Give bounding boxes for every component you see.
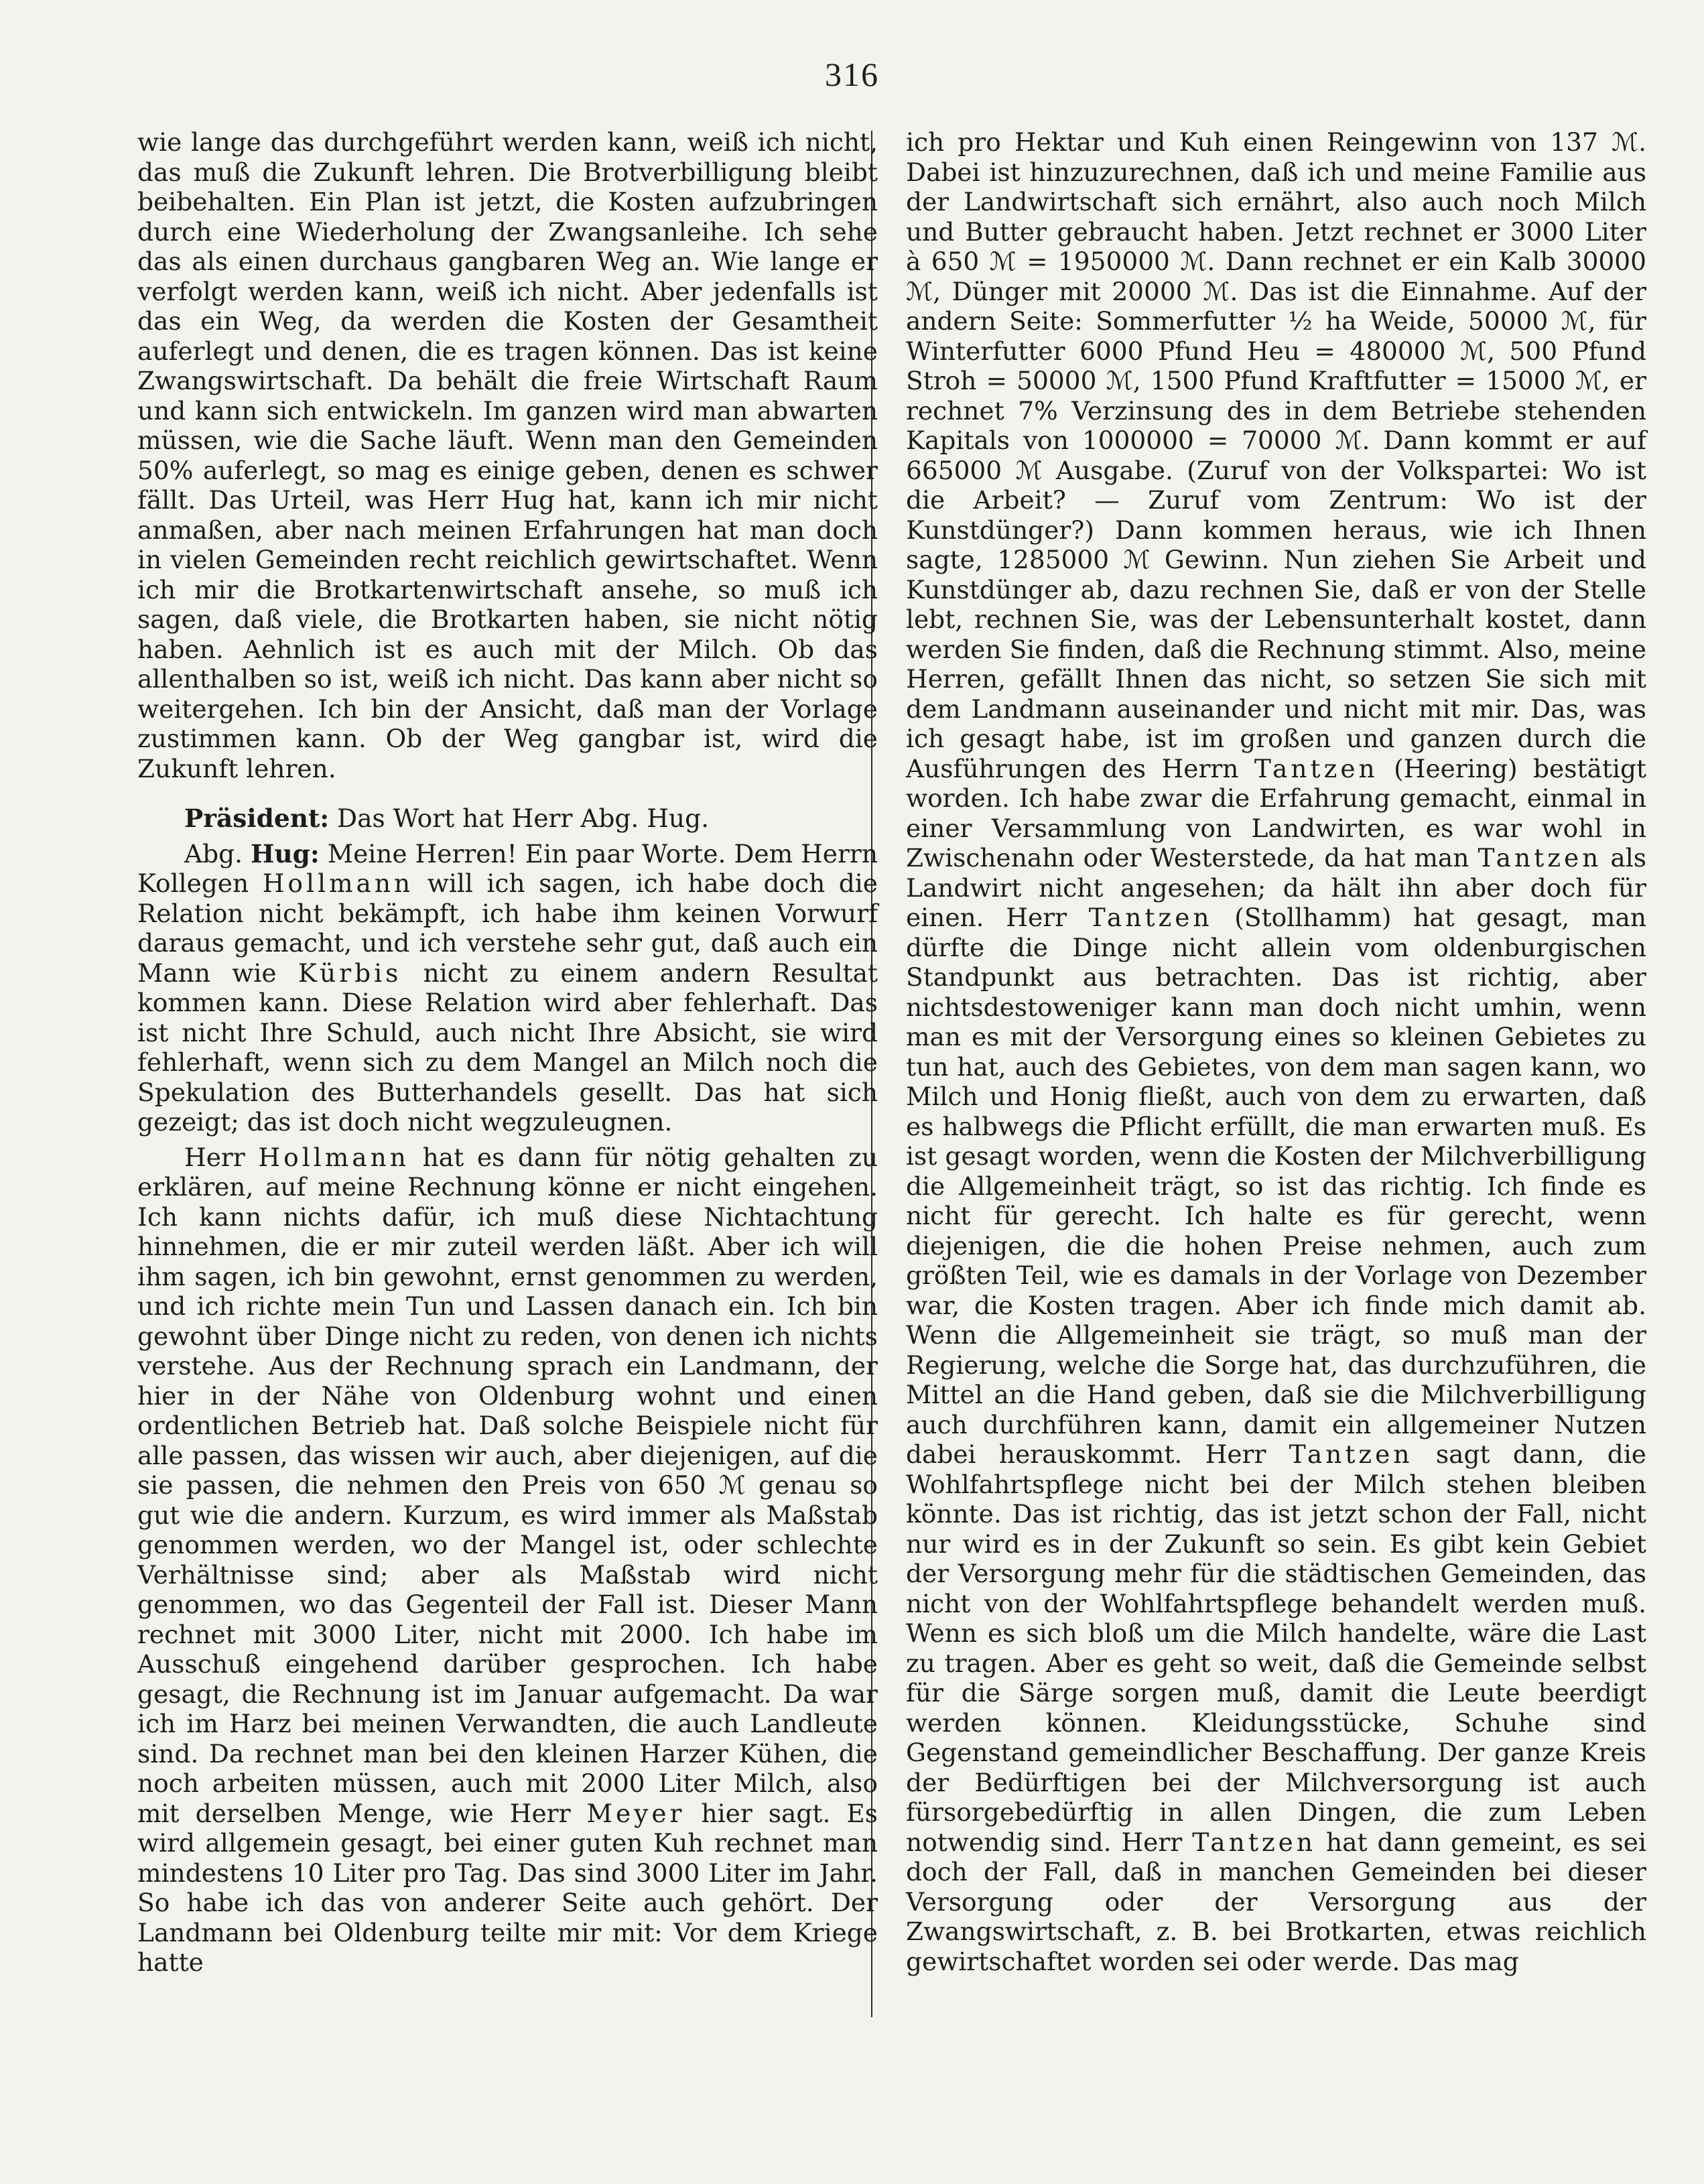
name-hollmann: Hollmann [262,869,414,898]
name-hollmann: Hollmann [258,1142,409,1172]
text-run: als Landwirt nicht angesehen; da hält ihn aber doch für einen. Herr [906,843,1646,932]
page-number: 316 [825,56,879,93]
text-run: nicht zu einem andern Resultat kommen kann. Diese Relation wird aber fehlerhaft. Das ist nicht Ihre Schuld, auch nicht Ihre Absicht, sie wird fehlerhaft, wenn sich zu dem Mangel an Milch noch die Spekulation des Butterhandels gesellt. Das hat sich gezeigt; das ist doch nicht wegzuleugnen. [137,958,878,1137]
text-run: (Stollhamm) hat gesagt, man dürfte die Dinge nicht allein vom oldenburgischen Standpunkt aus betrachten. Das ist richtig, aber nichtsdestoweniger kann man doch nicht umhin, wenn man es mit der Versorgung eines so kleinen Gebietes zu tun hat, auch des Gebietes, von dem man sagen kann, wo Milch und Honig fließt, auch von dem zu erwarten, daß es halbwegs die Pflicht erfüllt, die man erwarten muß. Es ist gesagt worden, wenn die Kosten der Milchverbilligung die Allgemeinheit trägt, so ist das richtig. Ich finde es nicht für gerecht. Ich halte es für gerecht, wenn diejenigen, die die hohen Preise nehmen, auch zum größten Teil, wie es damals in der Vorlage von Dezember war, die Kosten tragen. Aber ich finde mich damit ab. Wenn die Allgemeinheit sie trägt, so muß man der Regierung, welche die Sorge hat, das durchzuführen, die Mittel an die Hand geben, daß sie die Milchverbilligung auch durchführen kann, damit ein allgemeiner Nutzen dabei herauskommt. Herr [906,903,1646,1469]
name-tantzen: Tantzen [1289,1439,1413,1469]
text-run: will ich sagen, ich habe doch die Relation nicht bekämpft, ich habe ihm keinen Vorwurf daraus gemacht, und ich verstehe sehr gut, daß auch ein Mann wie [137,869,878,988]
text-run: hier sagt. Es wird allgemein gesagt, bei einer guten Kuh rechnet man mindestens 10 Liter pro Tag. Das sind 3000 Liter im Jahr. So habe ich das von anderer Seite auch gehört. Der Landmann bei Oldenburg teilte mir mit: Vor dem Kriege hatte [137,1798,878,1977]
right-column [906,127,1646,1976]
left-paragraph-1: wie lange das durchgeführt werden kann, weiß ich nicht, das muß die Zukunft lehren. Die Brotverbilligung bleibt beibehalten. Ein Plan ist jetzt, die Kosten aufzubringen durch eine Wiederholung der Zwangsanleihe. Ich sehe das als einen durchaus gangbaren Weg an. Wie lange er verfolgt werden kann, weiß ich nicht. Aber jedenfalls ist das ein Weg, da werden die Kosten der Gesamtheit auferlegt und denen, die es tragen können. Das ist keine Zwangswirtschaft. Da behält die freie Wirtschaft Raum und kann sich entwickeln. Im ganzen wird man abwarten müssen, wie die Sache läuft. Wenn man den Gemeinden 50% auferlegt, so mag es einige geben, denen es schwer fällt. Das Urteil, was Herr Hug hat, kann ich mir nicht anmaßen, aber nach meinen Erfahrungen hat man doch in vielen Gemeinden recht reichlich gewirtschaftet. Wenn ich mir die Brotkartenwirtschaft ansehe, so muß ich sagen, daß viele, die Brotkarten haben, sie nicht nötig haben. Aehnlich ist es auch mit der Milch. Ob das allenthalben so ist, weiß ich nicht. Das kann aber nicht so weitergehen. Ich bin der Ansicht, daß man der Vorlage zustimmen kann. Ob der Weg gangbar ist, wird die Zukunft lehren. [137,127,878,783]
president-text: Das Wort hat Herr Abg. Hug. [337,804,710,833]
text-run: (Heering) bestätigt worden. Ich habe zwar die Erfahrung gemacht, einmal in einer Versammlung von Landwirten, es war wohl in Zwischenahn oder Westerstede, da hat man [906,753,1647,873]
text-run: sagt dann, die Wohlfahrtspflege nicht bei der Milch stehen bleiben könnte. Das ist richtig, das ist jetzt schon der Fall, nicht nur wird es in der Zukunft so sein. Es gibt kein Gebiet der Versorgung mehr für die städtischen Gemeinden, das nicht von der Wohlfahrtspflege behandelt werden muß. Wenn es sich bloß um die Milch handelte, wäre die Last zu tragen. Aber es geht so weit, daß die Gemeinde selbst für die Särge sorgen muß, damit die Leute beerdigt werden können. Kleidungsstücke, Schuhe sind Gegenstand gemeindlicher Beschaffung. Der ganze Kreis der Bedürftigen bei der Milchversorgung ist auch fürsorgebedürftig in allen Dingen, die zum Leben notwendig sind. Herr [906,1439,1647,1857]
hug-speech-paragraph-1 [137,839,878,1137]
abg-prefix: Abg. [184,838,243,869]
text-run: Herr [184,1142,245,1172]
speaker-hug: Hug: [250,838,320,869]
text-run: ich pro Hektar und Kuh einen Reingewinn von 137 ℳ. Dabei ist hinzuzurechnen, daß ich und meine Familie aus der Landwirtschaft sich ernährt, also auch noch Milch und Butter gebraucht haben. Jetzt rechnet er 3000 Liter à 650 ℳ = 1950000 ℳ. Dann rechnet er ein Kalb 30000 ℳ, Dünger mit 20000 ℳ. Das ist die Einnahme. Auf der andern Seite: Sommerfutter ½ ha Weide, 50000 ℳ, für Winterfutter 6000 Pfund Heu = 480000 ℳ, 500 Pfund Stroh = 50000 ℳ, 1500 Pfund Kraftfutter = 15000 ℳ, er rechnet 7% Verzinsung des in dem Betriebe stehenden Kapitals von 1000000 = 70000 ℳ. Dann kommt er auf 665000 ℳ Ausgabe. (Zuruf von der Volkspartei: Wo ist die Arbeit? — Zuruf vom Zentrum: Wo ist der Kunstdünger?) Dann kommen heraus, wie ich Ihnen sagte, 1285000 ℳ Gewinn. Nun ziehen Sie Arbeit und Kunstdünger ab, dazu rechnen Sie, daß er von der Stelle lebt, rechnen Sie, was der Lebensunterhalt kostet, dann werden Sie finden, daß die Rechnung stimmt. Also, meine Herren, gefällt Ihnen das nicht, so setzen Sie sich mit dem Landmann auseinander und nicht mit mir. Das, was ich gesagt habe, ist im großen und ganzen durch die Ausführungen des Herrn [906,127,1646,783]
speaker-president: Präsident: [184,804,330,833]
name-tantzen: Tantzen [1254,753,1378,783]
text-run: hat es dann für nötig gehalten zu erklären, auf meine Rechnung könne er nicht eingehen. Ich kann nichts dafür, ich muß diese Nichtachtung hinnehmen, die er mir zuteil werden läßt. Aber ich will ihm sagen, ich bin gewohnt, ernst genommen zu werden, und ich richte mein Tun und Lassen danach ein. Ich bin gewohnt über Dinge nicht zu reden, von denen ich nichts verstehe. Aus der Rechnung sprach ein Landmann, der hier in der Nähe von Oldenburg wohnt und einen ordentlichen Betrieb hat. Daß solche Beispiele nicht für alle passen, das wissen wir auch, aber diejenigen, auf die sie passen, die nehmen den Preis von 650 ℳ genau so gut wie die andern. Kurzum, es wird immer als Maßstab genommen werden, wo der Mangel ist, oder schlechte Verhältnisse sind; aber als Maßstab wird nicht genommen, wo das Gegenteil der Fall ist. Dieser Mann rechnet mit 3000 Liter, nicht mit 2000. Ich habe im Ausschuß eingehend darüber gesprochen. Ich habe gesagt, die Rechnung ist im Januar aufgemacht. Da war ich im Harz bei meinen Verwandten, die auch Landleute sind. Da rechnet man bei den kleinen Harzer Kühen, die noch arbeiten müssen, auch mit 2000 Liter Milch, also mit derselben Menge, wie Herr [137,1142,878,1828]
name-tantzen: Tantzen [1192,1827,1316,1857]
name-kuerbis: Kürbis [298,958,402,988]
name-meyer: Meyer [586,1798,685,1828]
name-tantzen: Tantzen [1088,903,1213,932]
left-column [137,127,878,1978]
hug-speech-paragraph-2 [137,1143,878,1978]
right-paragraph-1 [906,127,1646,1976]
name-tantzen: Tantzen [1478,843,1602,873]
text-run: Meine Herren! Ein paar Worte. Dem Herrn Kollegen [137,838,878,898]
president-statement [137,804,878,834]
text-run: hat dann gemeint, es sei doch der Fall, daß in manchen Gemeinden bei dieser Versorgung oder der Versorgung aus der Zwangswirtschaft, z. B. bei Brotkarten, etwas reichlich gewirtschaftet worden sei oder werde. Das mag [906,1827,1646,1976]
